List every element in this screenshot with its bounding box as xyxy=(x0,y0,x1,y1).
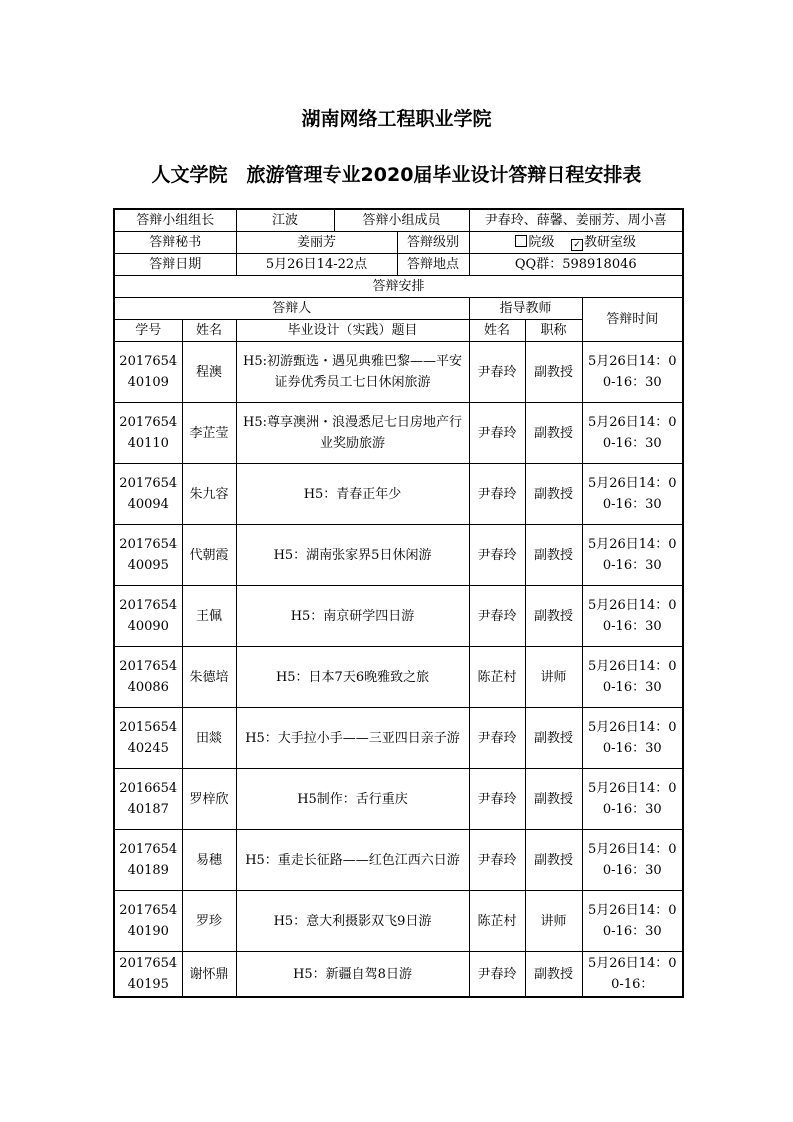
topic: H5：新疆自驾8日游 xyxy=(236,952,469,998)
col-advisor-name-header: 姓名 xyxy=(469,320,525,342)
col-id-header: 学号 xyxy=(114,320,182,342)
leader-value: 江波 xyxy=(237,210,335,231)
topic: H5：意大利摄影双飞9日游 xyxy=(236,891,469,952)
topic: H5制作：舌行重庆 xyxy=(236,769,469,830)
advisor-name: 尹春玲 xyxy=(469,464,525,525)
info-row-leader xyxy=(114,209,683,232)
advisor-title: 讲师 xyxy=(525,647,582,708)
student-id: 201765440095 xyxy=(114,525,182,586)
table-row xyxy=(114,525,683,586)
table-row xyxy=(114,708,683,769)
student-name: 朱九容 xyxy=(182,464,236,525)
defense-time: 5月26日14：00-16：30 xyxy=(582,525,683,586)
topic: H5:尊享澳洲・浪漫悉尼七日房地产行业奖励旅游 xyxy=(236,403,469,464)
student-name: 程澳 xyxy=(182,342,236,403)
student-id: 201765440109 xyxy=(114,342,182,403)
advisor-name: 尹春玲 xyxy=(469,342,525,403)
table-row xyxy=(114,769,683,830)
advisor-name: 尹春玲 xyxy=(469,708,525,769)
table-row xyxy=(114,403,683,464)
advisor-title: 讲师 xyxy=(525,891,582,952)
student-name: 谢怀鼎 xyxy=(182,952,236,998)
student-name: 田燚 xyxy=(182,708,236,769)
student-id: 201765440094 xyxy=(114,464,182,525)
advisor-name: 尹春玲 xyxy=(469,586,525,647)
advisor-name: 尹春玲 xyxy=(469,952,525,998)
topic: H5：重走长征路——红色江西六日游 xyxy=(236,830,469,891)
leader-label: 答辩小组组长 xyxy=(114,209,236,232)
place-label: 答辩地点 xyxy=(407,257,460,272)
advisor-name: 尹春玲 xyxy=(469,525,525,586)
dept-level-label: 教研室级 xyxy=(584,235,637,250)
school-level-checkbox[interactable] xyxy=(515,235,527,247)
info-row-date xyxy=(114,254,683,276)
table-row xyxy=(114,891,683,952)
student-name: 王佩 xyxy=(182,586,236,647)
student-name: 李芷莹 xyxy=(182,403,236,464)
dept-level-checkbox[interactable]: ✓ xyxy=(571,239,583,251)
advisor-name: 陈芷村 xyxy=(469,891,525,952)
table-row xyxy=(114,952,683,998)
student-id: 201665440187 xyxy=(114,769,182,830)
student-name: 罗梓欣 xyxy=(182,769,236,830)
defense-time: 5月26日14：00-16：30 xyxy=(582,464,683,525)
date-label: 答辩日期 xyxy=(114,254,236,276)
defense-time: 5月26日14：00-16： xyxy=(582,952,683,998)
student-id: 201765440189 xyxy=(114,830,182,891)
advisor-title: 副教授 xyxy=(525,769,582,830)
student-id: 201765440110 xyxy=(114,403,182,464)
advisor-title: 副教授 xyxy=(525,952,582,998)
defense-time: 5月26日14：00-16：30 xyxy=(582,342,683,403)
advisor-title: 副教授 xyxy=(525,342,582,403)
level-label: 答辩级别 xyxy=(407,235,460,250)
advisor-name: 尹春玲 xyxy=(469,403,525,464)
members-value: 尹春玲、薛馨、姜丽芳、周小喜 xyxy=(469,209,683,232)
members-label: 答辩小组成员 xyxy=(362,213,441,228)
table-row xyxy=(114,342,683,403)
advisor-title: 副教授 xyxy=(525,586,582,647)
secretary-value: 姜丽芳 xyxy=(237,232,398,253)
advisor-name: 陈芷村 xyxy=(469,647,525,708)
student-id: 201765440090 xyxy=(114,586,182,647)
advisor-title: 副教授 xyxy=(525,403,582,464)
section-title: 答辩安排 xyxy=(114,276,683,298)
defense-time: 5月26日14：00-16：30 xyxy=(582,769,683,830)
header-row-1 xyxy=(114,298,683,320)
advisor-title: 副教授 xyxy=(525,708,582,769)
defense-time: 5月26日14：00-16：30 xyxy=(582,708,683,769)
document-title: 人文学院 旅游管理专业2020届毕业设计答辩日程安排表 xyxy=(151,164,642,186)
advisor-name: 尹春玲 xyxy=(469,769,525,830)
student-name: 朱德培 xyxy=(182,647,236,708)
date-value: 5月26日14-22点 xyxy=(237,254,398,275)
student-name: 罗珍 xyxy=(182,891,236,952)
advisor-title: 副教授 xyxy=(525,830,582,891)
schedule-table xyxy=(113,208,684,998)
topic: H5：日本7天6晚雅致之旅 xyxy=(236,647,469,708)
topic: H5：南京研学四日游 xyxy=(236,586,469,647)
col-topic-header: 毕业设计（实践）题目 xyxy=(236,320,469,342)
time-header: 答辩时间 xyxy=(582,298,683,342)
advisor-title: 副教授 xyxy=(525,464,582,525)
table-row xyxy=(114,830,683,891)
level-options xyxy=(469,232,683,254)
topic: H5：大手拉小手——三亚四日亲子游 xyxy=(236,708,469,769)
student-name: 易穗 xyxy=(182,830,236,891)
defense-time: 5月26日14：00-16：30 xyxy=(582,891,683,952)
secretary-label: 答辩秘书 xyxy=(114,232,236,254)
topic: H5:初游甄选・遇见典雅巴黎——平安证券优秀员工七日休闲旅游 xyxy=(236,342,469,403)
table-row xyxy=(114,586,683,647)
place-value: QQ群：598918046 xyxy=(469,254,683,276)
defense-time: 5月26日14：00-16：30 xyxy=(582,830,683,891)
student-id: 201765440086 xyxy=(114,647,182,708)
student-name: 代朝霞 xyxy=(182,525,236,586)
advisor-title: 副教授 xyxy=(525,525,582,586)
table-row xyxy=(114,464,683,525)
defense-time: 5月26日14：00-16：30 xyxy=(582,403,683,464)
defense-time: 5月26日14：00-16：30 xyxy=(582,586,683,647)
col-name-header: 姓名 xyxy=(182,320,236,342)
col-advisor-title-header: 职称 xyxy=(525,320,582,342)
student-id: 201765440195 xyxy=(114,952,182,998)
school-level-label: 院级 xyxy=(528,235,555,250)
topic: H5：湖南张家界5日休闲游 xyxy=(236,525,469,586)
student-id: 201765440190 xyxy=(114,891,182,952)
defense-time: 5月26日14：00-16：30 xyxy=(582,647,683,708)
info-row-secretary xyxy=(114,232,683,254)
topic: H5：青春正年少 xyxy=(236,464,469,525)
student-id: 201565440245 xyxy=(114,708,182,769)
table-row xyxy=(114,647,683,708)
school-title: 湖南网络工程职业学院 xyxy=(301,108,492,130)
respondent-header: 答辩人 xyxy=(114,298,469,320)
section-row xyxy=(114,276,683,298)
advisor-name: 尹春玲 xyxy=(469,830,525,891)
advisor-header: 指导教师 xyxy=(469,298,582,320)
